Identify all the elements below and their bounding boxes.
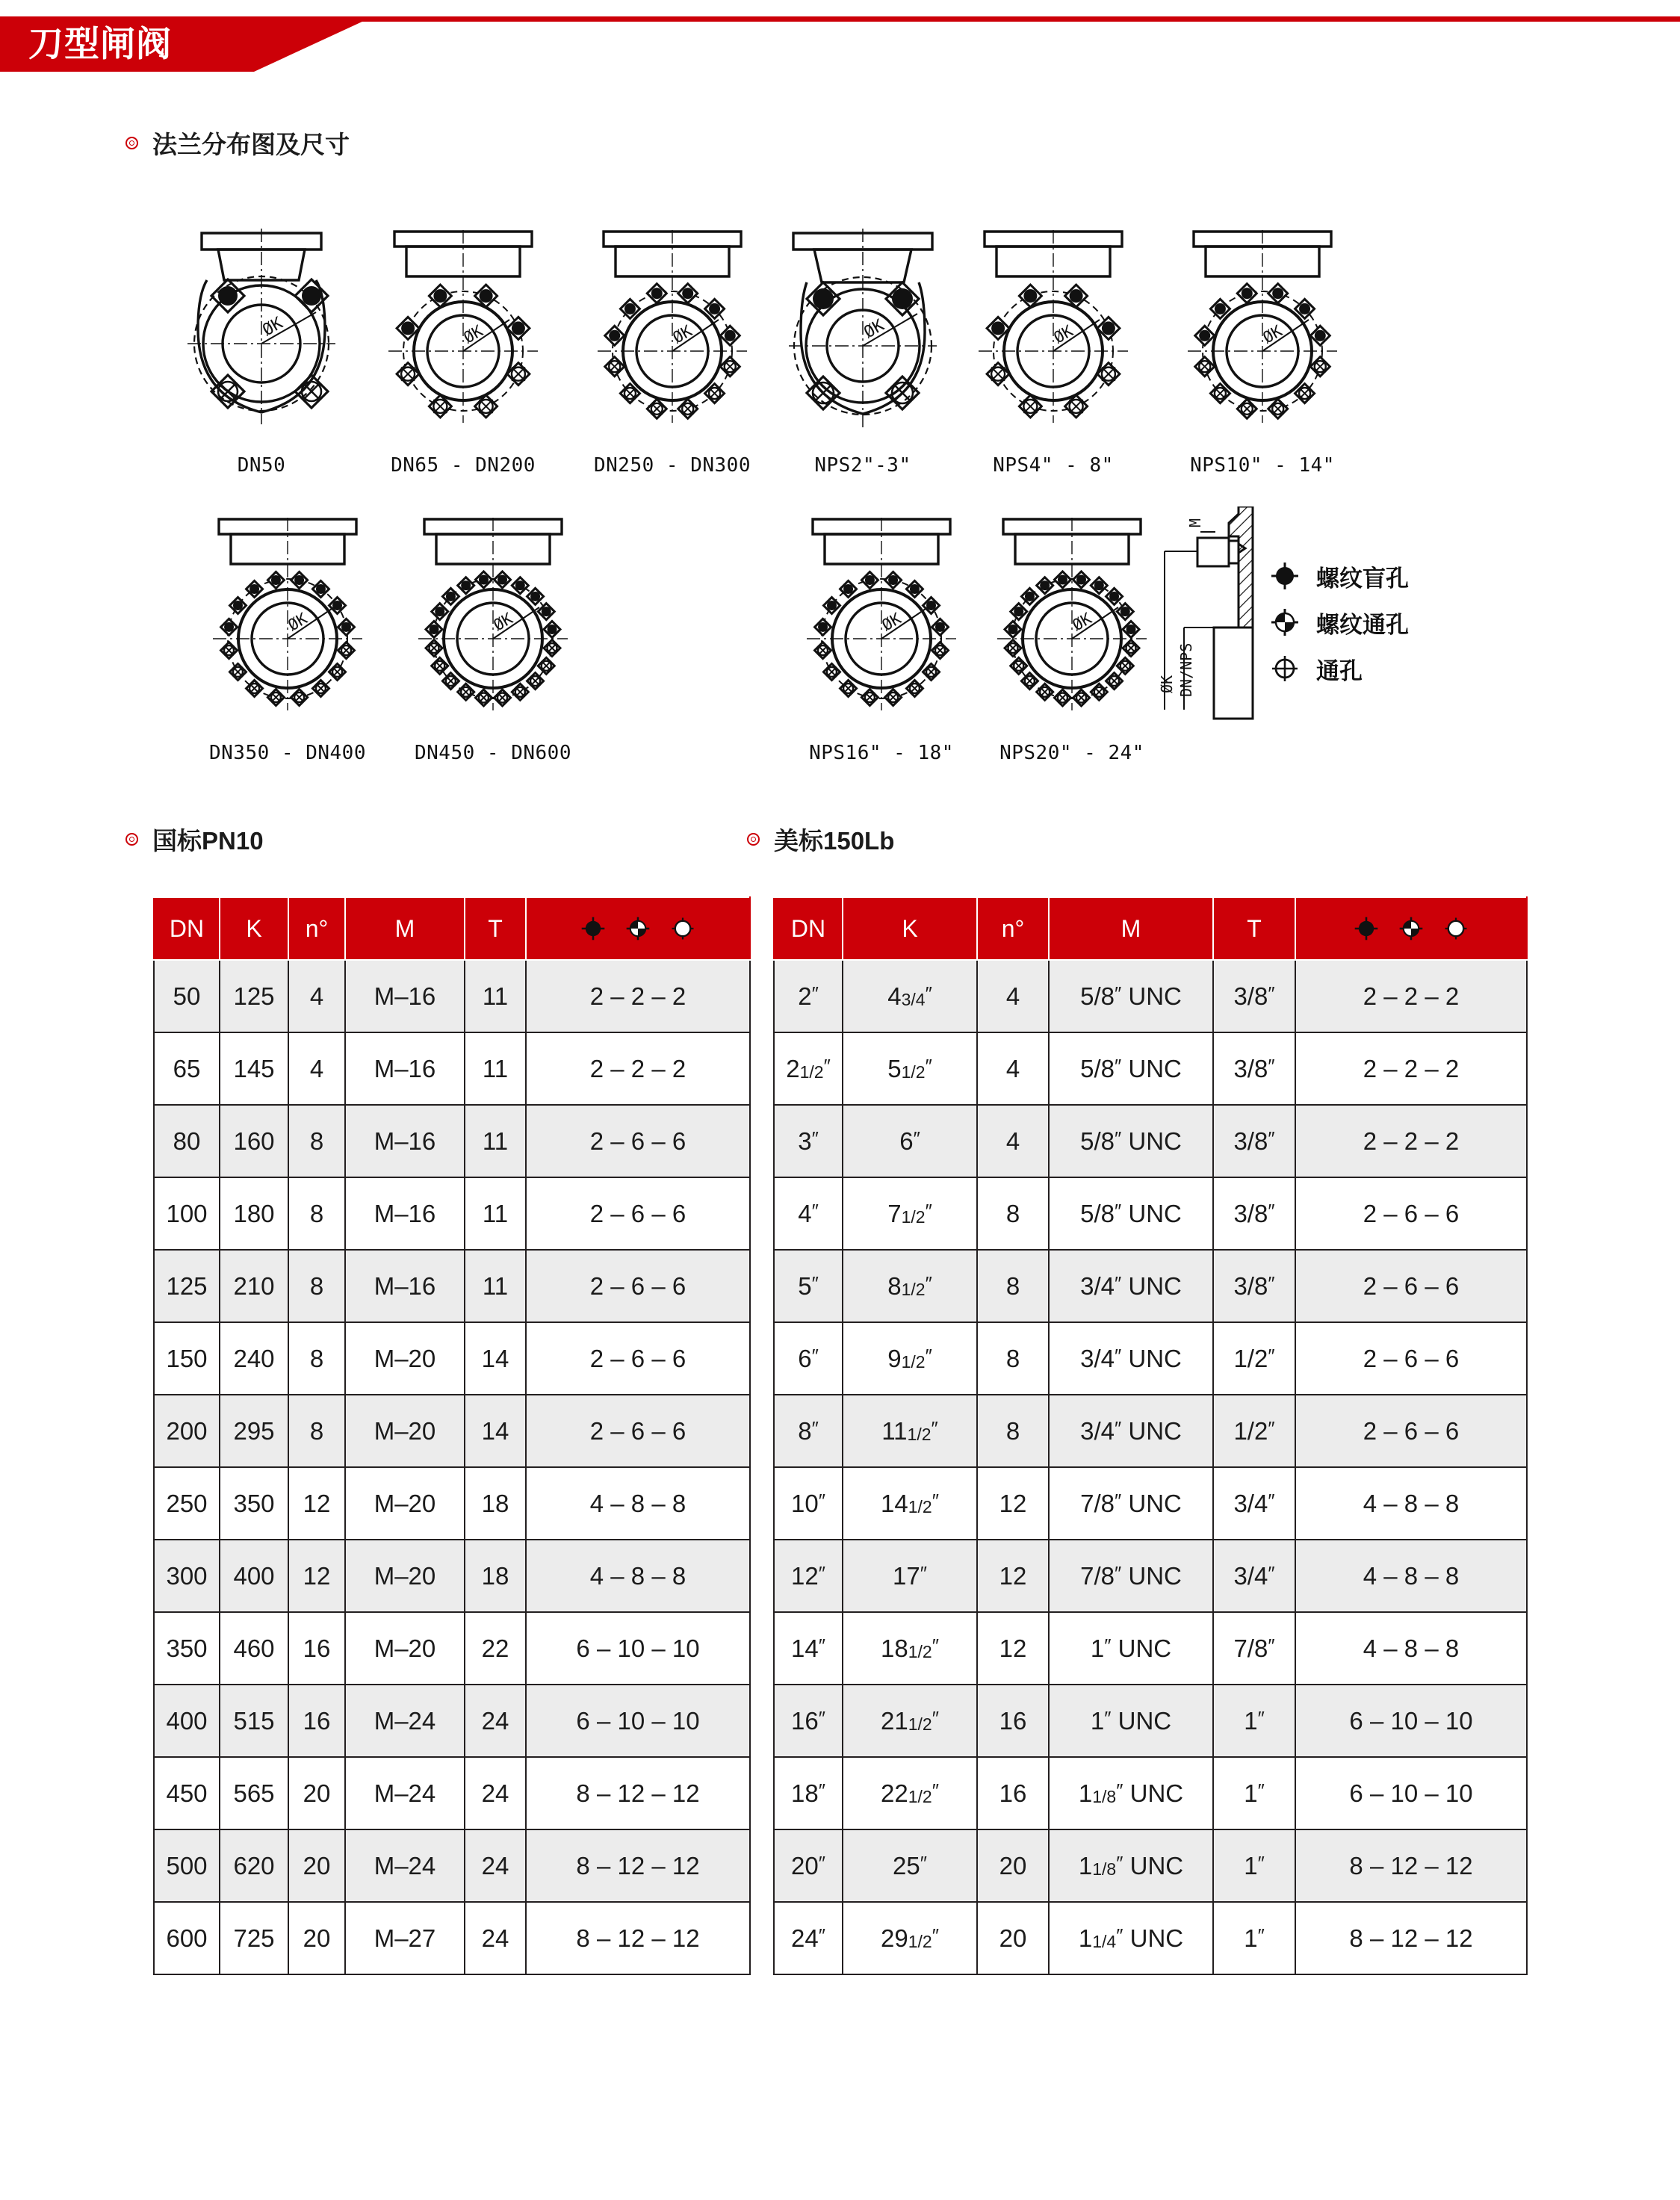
table-cell-t: 11 [465, 960, 526, 1032]
table-cell-n: 8 [977, 1177, 1049, 1250]
table-cell-holes: 4 – 8 – 8 [1295, 1467, 1527, 1540]
flange-diagram-nps16-18 [799, 512, 964, 764]
table-cell-t: 18 [465, 1467, 526, 1540]
table-cell-holes: 2 – 6 – 6 [1295, 1177, 1527, 1250]
table-cell-m: 1″ UNC [1049, 1612, 1213, 1685]
svg-text:ØK: ØK [460, 321, 486, 347]
table-cell-n: 8 [288, 1322, 345, 1395]
flange-table-pn10 [153, 896, 751, 1975]
table-cell-dn: 50 [154, 960, 220, 1032]
table-cell-m: M–24 [345, 1685, 465, 1757]
table-cell-t: 18 [465, 1540, 526, 1612]
table-cell-k: 460 [220, 1612, 288, 1685]
table-cell-t: 3/8″ [1213, 1177, 1295, 1250]
table-cell-holes: 2 – 6 – 6 [526, 1177, 750, 1250]
table-cell-m: 1″ UNC [1049, 1685, 1213, 1757]
table-header [154, 897, 750, 960]
threaded-blind-hole-icon [1270, 561, 1300, 591]
table-cell-holes: 6 – 10 – 10 [1295, 1685, 1527, 1757]
diagram-caption: NPS4" - 8" [993, 454, 1114, 477]
legend-item [1270, 553, 1409, 599]
table-cell-m: 7/8″ UNC [1049, 1540, 1213, 1612]
section-heading-flange-layout [125, 126, 350, 161]
table-cell-k: 295 [220, 1395, 288, 1467]
table-cell-k: 350 [220, 1467, 288, 1540]
table-cell-dn: 20″ [774, 1829, 843, 1902]
hole-type-icons [1296, 916, 1526, 941]
hole-type-icons [527, 916, 749, 941]
table-header [774, 897, 1527, 960]
table-cell-holes: 2 – 6 – 6 [1295, 1395, 1527, 1467]
table-row [774, 960, 1527, 1032]
table-cell-k: 17″ [843, 1540, 977, 1612]
table-cell-n: 16 [288, 1612, 345, 1685]
table-cell-t: 11 [465, 1177, 526, 1250]
table-cell-k: 211/2″ [843, 1685, 977, 1757]
section-heading-150lb [747, 822, 894, 857]
table-cell-m: M–20 [345, 1322, 465, 1395]
table-cell-n: 12 [288, 1540, 345, 1612]
table-cell-dn: 450 [154, 1757, 220, 1829]
table-body [774, 960, 1527, 1974]
table-cell-holes: 2 – 6 – 6 [526, 1395, 750, 1467]
table-cell-holes: 2 – 2 – 2 [1295, 1032, 1527, 1105]
table-cell-t: 24 [465, 1902, 526, 1974]
table-cell-dn: 16″ [774, 1685, 843, 1757]
table-row [154, 1395, 750, 1467]
flange-diagram-dn450-dn600 [407, 512, 579, 764]
table-cell-holes: 4 – 8 – 8 [1295, 1612, 1527, 1685]
threaded-through-hole-icon [1270, 607, 1300, 637]
page-title: 刀型闸阀 [28, 24, 172, 63]
table-cell-m: M–24 [345, 1757, 465, 1829]
table-cell-dn: 100 [154, 1177, 220, 1250]
table-row [774, 1177, 1527, 1250]
legend-item [1270, 599, 1409, 645]
table-cell-n: 12 [288, 1467, 345, 1540]
table-cell-n: 8 [977, 1250, 1049, 1322]
table-cell-holes: 2 – 2 – 2 [1295, 960, 1527, 1032]
table-row [154, 1612, 750, 1685]
table-cell-m: 3/4″ UNC [1049, 1322, 1213, 1395]
table-cell-t: 1/2″ [1213, 1322, 1295, 1395]
table-cell-k: 515 [220, 1685, 288, 1757]
table-row [154, 1902, 750, 1974]
table-cell-m: 5/8″ UNC [1049, 1177, 1213, 1250]
bullet-icon [747, 833, 760, 846]
table-row [774, 1032, 1527, 1105]
table-row [774, 1540, 1527, 1612]
table-cell-m: M–24 [345, 1829, 465, 1902]
svg-text:ØK: ØK [1050, 321, 1076, 347]
through-hole-icon [1443, 916, 1469, 941]
table-cell-dn: 3″ [774, 1105, 843, 1177]
legend-label: 螺纹盲孔 [1316, 565, 1409, 592]
diagram-caption: DN50 [237, 454, 286, 477]
table-cell-k: 400 [220, 1540, 288, 1612]
table-header-row [154, 897, 750, 960]
table-cell-k: 221/2″ [843, 1757, 977, 1829]
through-hole-icon [670, 916, 695, 941]
table-cell-n: 20 [288, 1757, 345, 1829]
flange-table-150lb [773, 896, 1528, 1975]
svg-text:M: M [1186, 518, 1204, 527]
table-cell-m: M–16 [345, 1177, 465, 1250]
table-cell-dn: 200 [154, 1395, 220, 1467]
table-cell-k: 91/2″ [843, 1322, 977, 1395]
table-column-header-holes [526, 897, 750, 960]
table-cell-holes: 8 – 12 – 12 [1295, 1902, 1527, 1974]
svg-text:ØK: ØK [285, 609, 311, 635]
table-cell-m: 7/8″ UNC [1049, 1467, 1213, 1540]
table-cell-dn: 80 [154, 1105, 220, 1177]
diagram-caption: DN350 - DN400 [209, 742, 366, 764]
table-cell-k: 71/2″ [843, 1177, 977, 1250]
threaded-blind-hole-icon [580, 916, 606, 941]
table-cell-holes: 2 – 2 – 2 [526, 960, 750, 1032]
table-cell-k: 565 [220, 1757, 288, 1829]
bullet-icon [125, 833, 138, 846]
table-row [774, 1250, 1527, 1322]
table-cell-t: 14 [465, 1395, 526, 1467]
table-cell-n: 16 [288, 1685, 345, 1757]
table-cell-n: 12 [977, 1467, 1049, 1540]
table-cell-m: 3/4″ UNC [1049, 1250, 1213, 1322]
table-cell-k: 160 [220, 1105, 288, 1177]
table-cell-t: 24 [465, 1685, 526, 1757]
legend-label: 螺纹通孔 [1316, 611, 1409, 638]
table-cell-n: 4 [288, 1032, 345, 1105]
table-row [154, 1757, 750, 1829]
table-cell-m: 11/8″ UNC [1049, 1757, 1213, 1829]
table-cell-k: 43/4″ [843, 960, 977, 1032]
table-column-header-m: M [1049, 897, 1213, 960]
table-row [774, 1829, 1527, 1902]
table-cell-t: 3/8″ [1213, 1105, 1295, 1177]
table-cell-m: M–20 [345, 1540, 465, 1612]
table-cell-k: 125 [220, 960, 288, 1032]
table-cell-m: 3/4″ UNC [1049, 1395, 1213, 1467]
table-cell-k: 145 [220, 1032, 288, 1105]
table-cell-dn: 350 [154, 1612, 220, 1685]
table-cell-k: 141/2″ [843, 1467, 977, 1540]
table-cell-t: 22 [465, 1612, 526, 1685]
table-cell-dn: 600 [154, 1902, 220, 1974]
through-hole-icon [1270, 654, 1300, 684]
flange-diagram-dn65-dn200 [381, 224, 545, 477]
table-cell-m: M–16 [345, 960, 465, 1032]
table-cell-n: 8 [288, 1105, 345, 1177]
table-cell-k: 6″ [843, 1105, 977, 1177]
table-cell-t: 7/8″ [1213, 1612, 1295, 1685]
table-row [154, 1467, 750, 1540]
table-cell-t: 3/4″ [1213, 1467, 1295, 1540]
flange-diagram-dn350-dn400 [205, 512, 370, 764]
flange-diagram-nps4-8 [971, 224, 1135, 477]
table-cell-dn: 12″ [774, 1540, 843, 1612]
table-cell-m: M–16 [345, 1105, 465, 1177]
table-cell-k: 25″ [843, 1829, 977, 1902]
diagram-caption: DN65 - DN200 [391, 454, 536, 477]
svg-text:ØK: ØK [490, 609, 516, 635]
table-cell-k: 291/2″ [843, 1902, 977, 1974]
table-cell-m: 5/8″ UNC [1049, 1105, 1213, 1177]
table-body [154, 960, 750, 1974]
table-column-header-holes [1295, 897, 1527, 960]
table-column-header-n: n° [288, 897, 345, 960]
svg-text:ØK: ØK [1259, 321, 1286, 347]
table-cell-holes: 2 – 6 – 6 [1295, 1322, 1527, 1395]
flange-diagram-dn50 [183, 224, 340, 477]
flange-diagram-nps20-24 [986, 512, 1158, 764]
svg-text:ØK: ØK [861, 316, 887, 343]
table-cell-dn: 125 [154, 1250, 220, 1322]
section-heading-label: 美标150Lb [774, 827, 895, 855]
threaded-through-hole-icon [625, 916, 651, 941]
table-cell-holes: 2 – 6 – 6 [1295, 1250, 1527, 1322]
table-row [154, 1540, 750, 1612]
section-heading-label: 法兰分布图及尺寸 [152, 131, 350, 158]
diagram-caption: DN450 - DN600 [415, 742, 571, 764]
table-cell-n: 20 [977, 1829, 1049, 1902]
table-cell-k: 240 [220, 1322, 288, 1395]
table-cell-m: M–20 [345, 1612, 465, 1685]
table-row [774, 1395, 1527, 1467]
table-row [154, 960, 750, 1032]
flange-diagram-grid [0, 224, 1680, 762]
diagram-caption: DN250 - DN300 [594, 454, 751, 477]
table-cell-n: 8 [977, 1322, 1049, 1395]
table-cell-holes: 2 – 6 – 6 [526, 1250, 750, 1322]
table-cell-n: 12 [977, 1540, 1049, 1612]
svg-text:ØK: ØK [1158, 675, 1176, 693]
table-cell-n: 8 [288, 1395, 345, 1467]
table-cell-k: 210 [220, 1250, 288, 1322]
table-cell-k: 181/2″ [843, 1612, 977, 1685]
table-cell-holes: 4 – 8 – 8 [526, 1467, 750, 1540]
table-cell-dn: 500 [154, 1829, 220, 1902]
table-cell-dn: 18″ [774, 1757, 843, 1829]
table-cell-holes: 2 – 6 – 6 [526, 1322, 750, 1395]
table-cell-m: M–16 [345, 1250, 465, 1322]
table-cell-dn: 150 [154, 1322, 220, 1395]
table-cell-n: 4 [288, 960, 345, 1032]
table-cell-t: 24 [465, 1757, 526, 1829]
flange-diagram-nps2-3 [769, 224, 956, 477]
table-column-header-k: K [843, 897, 977, 960]
table-cell-holes: 8 – 12 – 12 [526, 1902, 750, 1974]
table-cell-n: 20 [288, 1902, 345, 1974]
table-cell-holes: 2 – 2 – 2 [526, 1032, 750, 1105]
table-cell-t: 1″ [1213, 1902, 1295, 1974]
table-row [154, 1032, 750, 1105]
table-cell-n: 20 [288, 1829, 345, 1902]
table-cell-n: 16 [977, 1685, 1049, 1757]
legend-label: 通孔 [1316, 657, 1363, 684]
table-cell-holes: 8 – 12 – 12 [526, 1757, 750, 1829]
table-cell-t: 11 [465, 1105, 526, 1177]
section-heading-pn10 [125, 822, 264, 857]
table-cell-t: 11 [465, 1250, 526, 1322]
table-row [774, 1902, 1527, 1974]
table-cell-n: 8 [977, 1395, 1049, 1467]
table-cell-t: 1/2″ [1213, 1395, 1295, 1467]
flange-diagram-nps10-14 [1169, 224, 1356, 477]
table-cell-holes: 2 – 6 – 6 [526, 1105, 750, 1177]
table-cell-t: 1″ [1213, 1685, 1295, 1757]
table-row [774, 1612, 1527, 1685]
table-cell-t: 11 [465, 1032, 526, 1105]
table-cell-t: 1″ [1213, 1757, 1295, 1829]
table-cell-t: 3/8″ [1213, 1250, 1295, 1322]
table-cell-t: 14 [465, 1322, 526, 1395]
table-cell-n: 12 [977, 1612, 1049, 1685]
table-cell-m: M–27 [345, 1902, 465, 1974]
table-column-header-n: n° [977, 897, 1049, 960]
table-row [774, 1685, 1527, 1757]
table-cell-k: 180 [220, 1177, 288, 1250]
table-cell-k: 51/2″ [843, 1032, 977, 1105]
table-cell-t: 24 [465, 1829, 526, 1902]
table-row [774, 1105, 1527, 1177]
table-cell-holes: 6 – 10 – 10 [526, 1685, 750, 1757]
table-cell-holes: 4 – 8 – 8 [1295, 1540, 1527, 1612]
table-row [774, 1322, 1527, 1395]
table-column-header-dn: DN [774, 897, 843, 960]
table-cell-holes: 4 – 8 – 8 [526, 1540, 750, 1612]
table-cell-dn: 8″ [774, 1395, 843, 1467]
table-cell-dn: 5″ [774, 1250, 843, 1322]
table-cell-dn: 65 [154, 1032, 220, 1105]
table-cell-dn: 4″ [774, 1177, 843, 1250]
table-cell-m: 5/8″ UNC [1049, 960, 1213, 1032]
table-cell-holes: 8 – 12 – 12 [1295, 1829, 1527, 1902]
svg-text:DN/NPS: DN/NPS [1177, 642, 1195, 697]
table-cell-dn: 10″ [774, 1467, 843, 1540]
table-cell-k: 111/2″ [843, 1395, 977, 1467]
legend-item [1270, 645, 1409, 692]
diagram-caption: NPS16" - 18" [809, 742, 954, 764]
table-cell-holes: 6 – 10 – 10 [526, 1612, 750, 1685]
table-cell-holes: 2 – 2 – 2 [1295, 1105, 1527, 1177]
table-cell-m: M–20 [345, 1395, 465, 1467]
table-column-header-m: M [345, 897, 465, 960]
table-row [154, 1829, 750, 1902]
table-cell-k: 81/2″ [843, 1250, 977, 1322]
table-cell-n: 20 [977, 1902, 1049, 1974]
section-heading-label: 国标PN10 [152, 827, 264, 855]
diagram-caption: NPS20" - 24" [999, 742, 1144, 764]
table-cell-k: 620 [220, 1829, 288, 1902]
svg-text:ØK: ØK [669, 321, 695, 347]
table-cell-t: 3/4″ [1213, 1540, 1295, 1612]
table-row [154, 1177, 750, 1250]
table-cell-dn: 24″ [774, 1902, 843, 1974]
svg-text:ØK: ØK [878, 609, 905, 635]
threaded-blind-hole-icon [1354, 916, 1379, 941]
table-cell-dn: 21/2″ [774, 1032, 843, 1105]
threaded-through-hole-icon [1398, 916, 1424, 941]
table-cell-n: 8 [288, 1250, 345, 1322]
table-cell-n: 4 [977, 1105, 1049, 1177]
table-cell-m: 11/8″ UNC [1049, 1829, 1213, 1902]
hole-type-legend [1270, 553, 1409, 692]
flange-diagram-dn250-dn300 [590, 224, 754, 477]
table-row [154, 1322, 750, 1395]
table-column-header-k: K [220, 897, 288, 960]
table-row [774, 1467, 1527, 1540]
table-cell-n: 8 [288, 1177, 345, 1250]
table-cell-dn: 250 [154, 1467, 220, 1540]
table-cell-dn: 6″ [774, 1322, 843, 1395]
svg-text:ØK: ØK [259, 314, 286, 341]
table-cell-t: 3/8″ [1213, 1032, 1295, 1105]
diagram-caption: NPS2"-3" [814, 454, 911, 477]
table-cell-dn: 14″ [774, 1612, 843, 1685]
table-row [154, 1685, 750, 1757]
table-row [154, 1105, 750, 1177]
table-cell-m: M–20 [345, 1467, 465, 1540]
table-cell-k: 725 [220, 1902, 288, 1974]
diagram-caption: NPS10" - 14" [1190, 454, 1335, 477]
table-cell-n: 4 [977, 960, 1049, 1032]
table-cell-n: 4 [977, 1032, 1049, 1105]
table-row [774, 1757, 1527, 1829]
table-cell-dn: 300 [154, 1540, 220, 1612]
table-cell-m: M–16 [345, 1032, 465, 1105]
table-cell-dn: 2″ [774, 960, 843, 1032]
table-column-header-t: T [1213, 897, 1295, 960]
table-cell-t: 3/8″ [1213, 960, 1295, 1032]
table-column-header-t: T [465, 897, 526, 960]
table-cell-m: 5/8″ UNC [1049, 1032, 1213, 1105]
table-cell-t: 1″ [1213, 1829, 1295, 1902]
table-cell-m: 11/4″ UNC [1049, 1902, 1213, 1974]
table-header-row [774, 897, 1527, 960]
bullet-icon [125, 137, 138, 149]
table-cell-dn: 400 [154, 1685, 220, 1757]
table-cell-holes: 6 – 10 – 10 [1295, 1757, 1527, 1829]
table-column-header-dn: DN [154, 897, 220, 960]
table-cell-n: 16 [977, 1757, 1049, 1829]
svg-text:ØK: ØK [1069, 609, 1095, 635]
table-cell-holes: 8 – 12 – 12 [526, 1829, 750, 1902]
table-row [154, 1250, 750, 1322]
